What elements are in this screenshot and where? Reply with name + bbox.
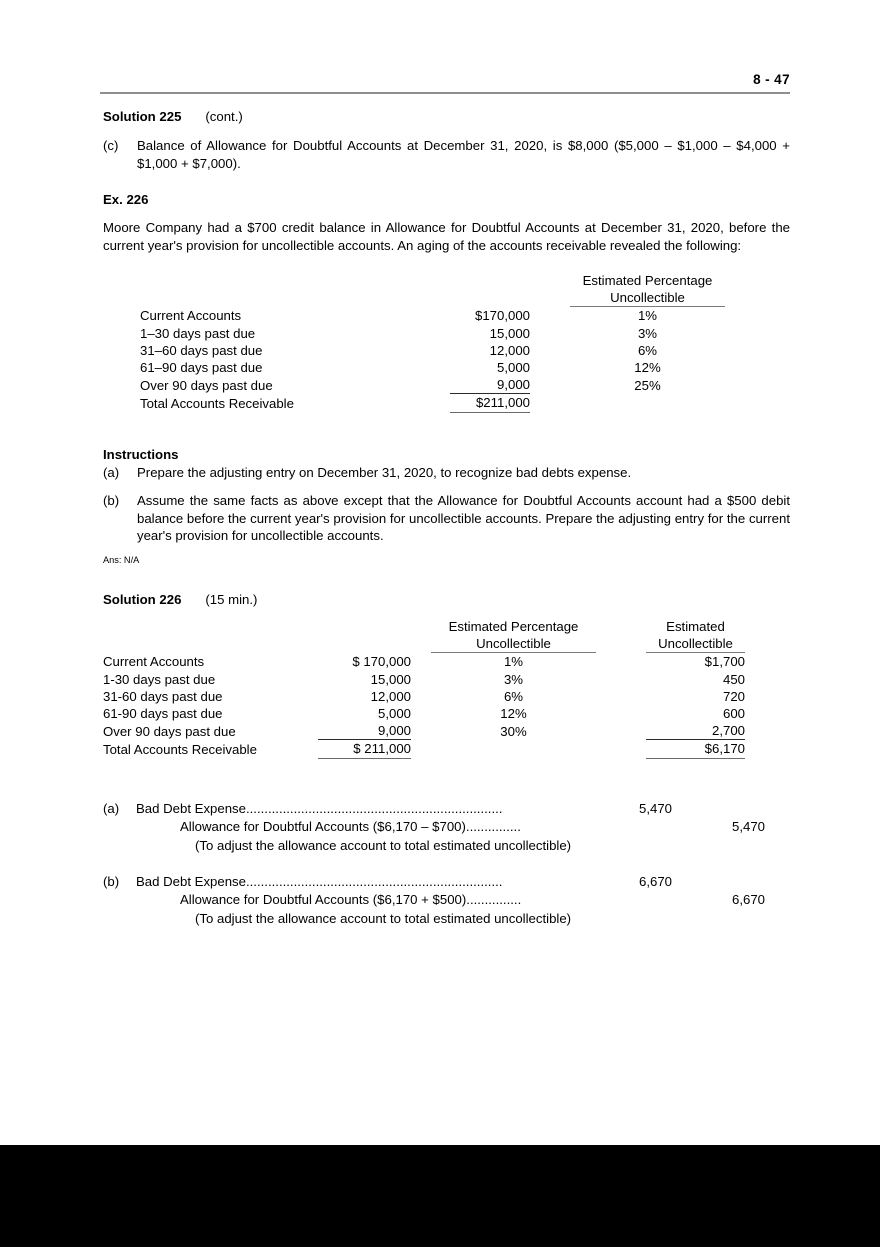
row-estimated: 450 [722, 671, 745, 687]
row-percent: 6% [503, 688, 524, 704]
row-label: Over 90 days past due [103, 723, 236, 739]
table-row [140, 325, 725, 342]
row-amount: 15,000 [489, 325, 530, 341]
table-total-row [103, 740, 745, 758]
page-number-header: 8 - 47 [753, 72, 790, 87]
entry-a-credit-amount: 5,470 [731, 819, 765, 835]
row-label: 61-90 days past due [103, 706, 223, 722]
ex-226-aging-table [140, 272, 725, 413]
solution-225-item-c-marker: (c) [103, 138, 119, 153]
row-label: 1–30 days past due [140, 325, 256, 341]
instruction-b-marker: (b) [103, 493, 120, 508]
row-label: Over 90 days past due [140, 377, 273, 393]
journal-entry-b [103, 873, 793, 928]
solution-226-subtitle: (15 min.) [205, 592, 258, 607]
row-amount: 5,000 [496, 360, 530, 376]
entry-b-credit-line [103, 891, 793, 909]
row-percent: 1% [503, 654, 524, 670]
entry-a-marker: (a) [103, 801, 120, 816]
row-percent: 3% [503, 671, 524, 687]
table-row [103, 688, 745, 705]
sol-header-est-line2: Uncollectible [646, 635, 745, 653]
row-label: Current Accounts [103, 654, 205, 670]
solution-225-heading [103, 108, 790, 126]
instruction-item-b [103, 492, 790, 545]
solution-225-item-c-text: Balance of Allowance for Doubtful Accounts at December 31, 2020, is $8,000 ($5,000 – $1,000 – $4,000 + $1,000 + $7,000). [137, 138, 790, 171]
row-label: 61–90 days past due [140, 360, 263, 376]
solution-226-heading [103, 591, 790, 609]
entry-a-memo: (To adjust the allowance account to total estimated uncollectible) [195, 837, 572, 853]
entry-a-credit-line [103, 818, 793, 836]
row-percent: 3% [637, 325, 658, 341]
solution-226-title: Solution 226 [103, 592, 182, 607]
row-percent: 25% [634, 377, 661, 393]
row-amount: 5,000 [377, 706, 411, 722]
row-percent: 6% [637, 342, 658, 358]
total-label: Total Accounts Receivable [103, 741, 257, 757]
table-row [103, 653, 745, 671]
row-amount: 9,000 [450, 376, 530, 394]
total-estimated: $6,170 [646, 740, 745, 758]
table-row [140, 359, 725, 376]
sol-header-pct-line2: Uncollectible [431, 635, 596, 653]
ex-226-intro-text: Moore Company had a $700 credit balance in Allowance for Doubtful Accounts at December 31, 2020, before the current year's provision for uncollectible accounts. An aging of the accounts receivable revealed the following: [103, 220, 790, 253]
row-amount: 12,000 [370, 688, 411, 704]
row-estimated: 2,700 [646, 722, 745, 740]
ex-226-header-pct-line2: Uncollectible [570, 289, 725, 307]
row-amount: $ 170,000 [352, 654, 411, 670]
row-label: 1-30 days past due [103, 671, 216, 687]
total-percent [431, 740, 596, 758]
table-header-row-2 [140, 289, 725, 307]
sol-header-pct-line1: Estimated Percentage [448, 619, 579, 634]
table-row [103, 722, 745, 740]
row-percent: 30% [500, 723, 527, 739]
row-percent: 12% [500, 706, 527, 722]
entry-b-credit-account: Allowance for Doubtful Accounts ($6,170 + $500)............... [180, 892, 522, 908]
ans-note: Ans: N/A [103, 555, 140, 565]
entry-a-debit-amount: 5,470 [638, 801, 672, 816]
row-estimated: $1,700 [704, 654, 745, 670]
ex-226-header-pct-line1: Estimated Percentage [582, 273, 713, 288]
row-label: 31-60 days past due [103, 688, 223, 704]
entry-b-debit-account: Bad Debt Expense...................................................................... [136, 874, 503, 889]
total-label: Total Accounts Receivable [140, 395, 294, 411]
table-total-row [140, 394, 725, 412]
row-label: 31–60 days past due [140, 342, 263, 358]
table-row [140, 376, 725, 394]
table-row [140, 307, 725, 325]
row-label: Current Accounts [140, 308, 242, 324]
instruction-a-text: Prepare the adjusting entry on December 31, 2020, to recognize bad debts expense. [137, 465, 632, 480]
entry-a-memo-line [103, 837, 793, 855]
ex-226-title: Ex. 226 [103, 192, 149, 207]
row-amount: $170,000 [474, 308, 530, 324]
entry-b-memo-line [103, 910, 793, 928]
row-amount: 9,000 [318, 722, 411, 740]
solution-225-subtitle: (cont.) [205, 109, 243, 124]
solution-226-aging-table [103, 618, 745, 759]
row-percent: 12% [634, 360, 661, 376]
instruction-item-a [103, 464, 790, 482]
entry-b-memo: (To adjust the allowance account to total estimated uncollectible) [195, 910, 572, 926]
row-percent: 1% [637, 308, 658, 324]
entry-b-marker: (b) [103, 874, 120, 889]
row-amount: 15,000 [370, 671, 411, 687]
instructions-title: Instructions [103, 447, 179, 462]
page-bottom-black-bar [0, 1145, 880, 1247]
table-header-row-2 [103, 635, 745, 653]
table-row [103, 705, 745, 722]
table-row [103, 671, 745, 688]
entry-b-debit-line [103, 873, 793, 891]
entry-a-debit-account: Bad Debt Expense...................................................................... [136, 801, 503, 816]
table-header-row-1 [140, 272, 725, 289]
entry-a-debit-line [103, 800, 793, 818]
table-header-row-1 [103, 618, 745, 635]
row-estimated: 720 [722, 688, 745, 704]
instruction-a-marker: (a) [103, 465, 120, 480]
entry-a-credit-account: Allowance for Doubtful Accounts ($6,170 – $700)............... [180, 819, 521, 835]
sol-header-est-line1: Estimated [666, 619, 725, 634]
total-amount: $ 211,000 [318, 740, 411, 758]
row-estimated: 600 [722, 706, 745, 722]
entry-b-debit-amount: 6,670 [638, 874, 672, 889]
journal-entry-a [103, 800, 793, 855]
total-amount: $211,000 [450, 394, 530, 412]
entry-b-credit-amount: 6,670 [731, 892, 765, 908]
instruction-b-text: Assume the same facts as above except that the Allowance for Doubtful Accounts account had a $500 debit balance before the current year's provision for uncollectible accounts. Prepare the adjusting entry for the current year's provision for uncollectible accounts. [137, 493, 790, 544]
solution-225-title: Solution 225 [103, 109, 182, 124]
table-row [140, 342, 725, 359]
row-amount: 12,000 [489, 342, 530, 358]
solution-225-item-c [103, 137, 790, 172]
header-divider-rule [100, 92, 790, 94]
